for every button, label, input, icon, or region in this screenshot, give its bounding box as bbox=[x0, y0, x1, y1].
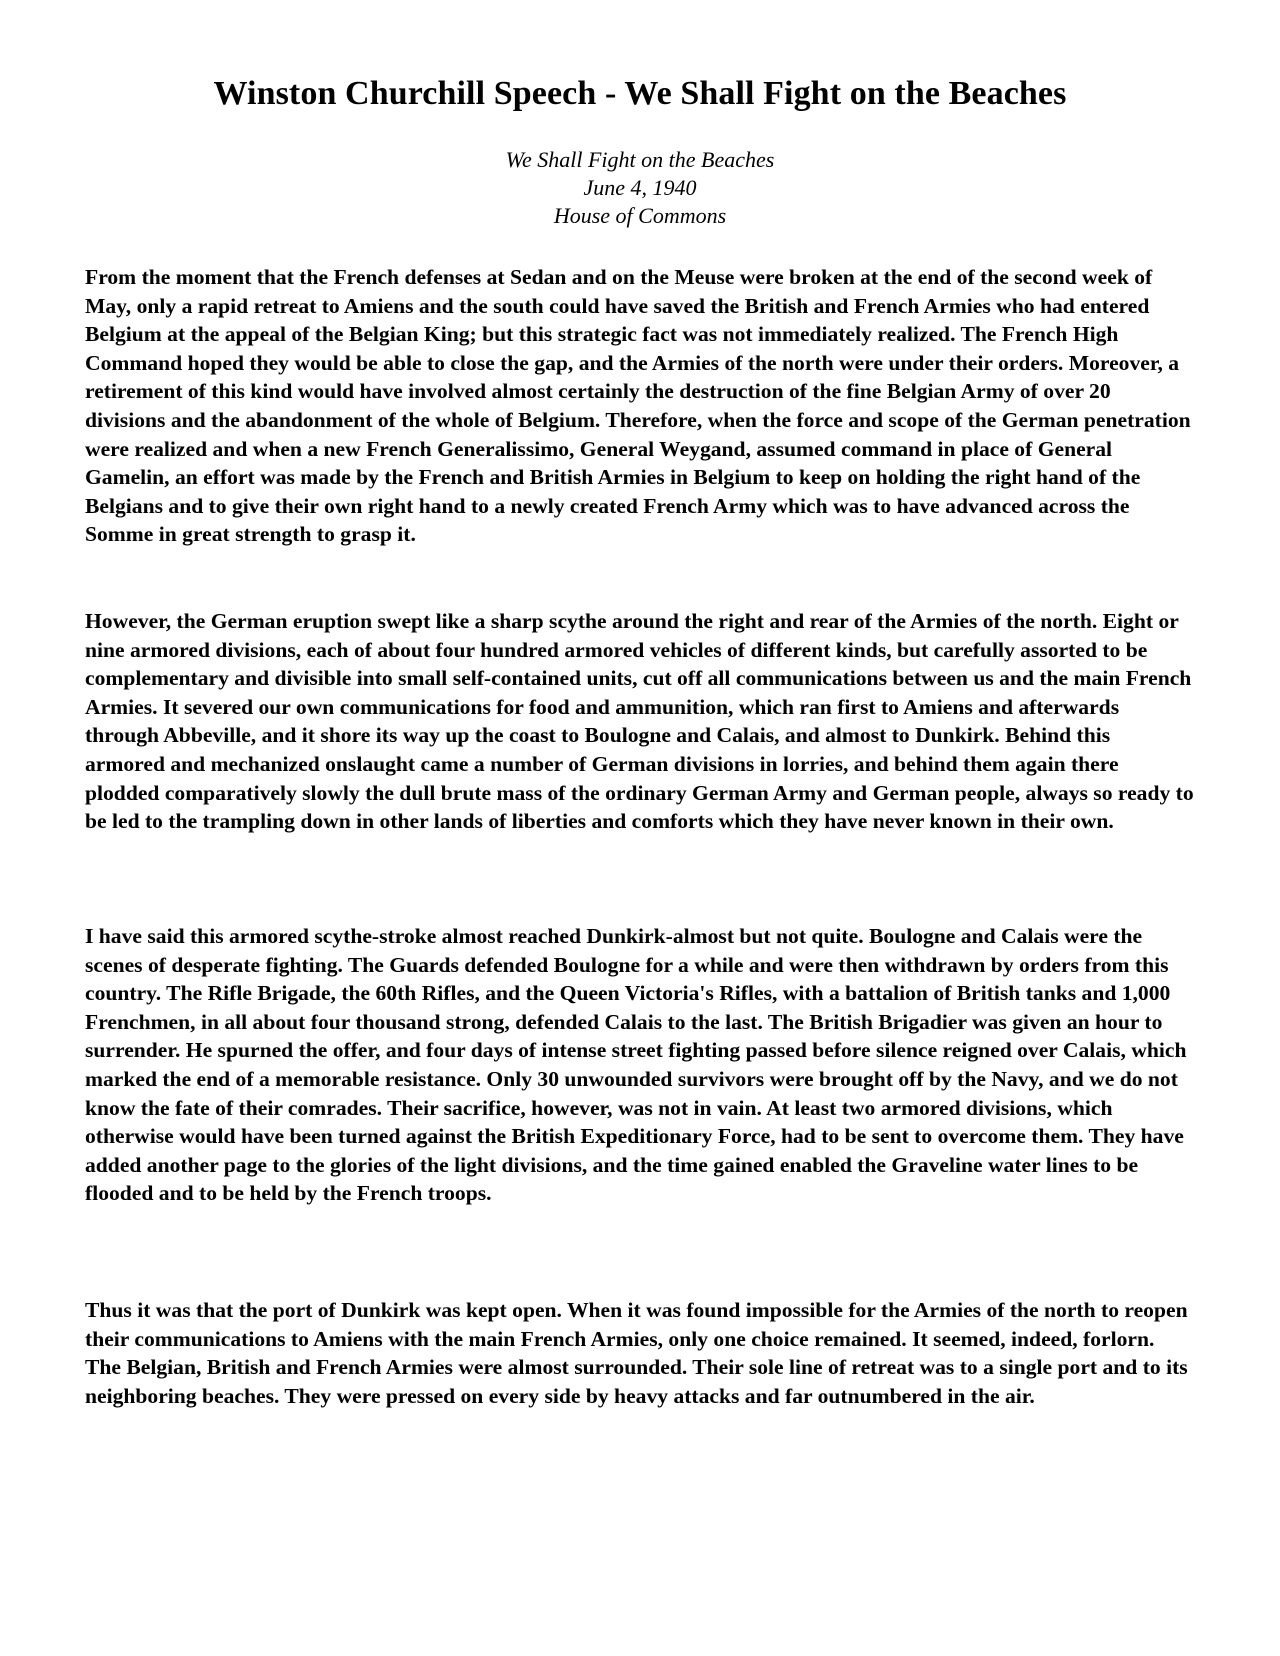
speech-date: June 4, 1940 bbox=[583, 175, 697, 200]
speech-subtitle bbox=[0, 146, 1280, 230]
paragraph: Thus it was that the port of Dunkirk was kept open. When it was found impossible for the Armies of the north to reopen their communications to Amiens with the main French Armies, only one choice remained. It seemed, indeed, forlorn. The Belgian, British and French Armies were almost surrounded. Their sole line of retreat was to a single port and to its neighboring beaches. They were pressed on every side by heavy attacks and far outnumbered in the air. bbox=[85, 1298, 1188, 1408]
paragraph: I have said this armored scythe-stroke almost reached Dunkirk-almost but not quite. Boulogne and Calais were the scenes of desperate fighting. The Guards defended Boulogne for a while and were then withdrawn by orders from this country. The Rifle Brigade, the 60th Rifles, and the Queen Victoria's Rifles, with a battalion of British tanks and 1,000 Frenchmen, in all about four thousand strong, defended Calais to the last. The British Brigadier was given an hour to surrender. He spurned the offer, and four days of intense street fighting passed before silence reigned over Calais, which marked the end of a memorable resistance. Only 30 unwounded survivors were brought off by the Navy, and we do not know the fate of their comrades. Their sacrifice, however, was not in vain. At least two armored divisions, which otherwise would have been turned against the British Expeditionary Force, had to be sent to overcome them. They have added another page to the glories of the light divisions, and the time gained enabled the Graveline water lines to be flooded and to be held by the French troops. bbox=[85, 924, 1187, 1206]
paragraph: However, the German eruption swept like a sharp scythe around the right and rear of the Armies of the north. Eight or nine armored divisions, each of about four hundred armored vehicles of different kinds, but carefully assorted to be complementary and divisible into small self-contained units, cut off all communications between us and the main French Armies. It severed our own communications for food and ammunition, which ran first to Amiens and afterwards through Abbeville, and it shore its way up the coast to Boulogne and Calais, and almost to Dunkirk. Behind this armored and mechanized onslaught came a number of German divisions in lorries, and behind them again there plodded comparatively slowly the dull brute mass of the ordinary German Army and German people, always so ready to be led to the trampling down in other lands of liberties and comforts which they have never known in their own. bbox=[85, 609, 1194, 834]
speech-venue: House of Commons bbox=[553, 203, 727, 228]
page-title: Winston Churchill Speech - We Shall Fight on the Beaches bbox=[213, 75, 1067, 112]
paragraph: From the moment that the French defenses at Sedan and on the Meuse were broken at the end of the second week of May, only a rapid retreat to Amiens and the south could have saved the British and French Armies who had entered Belgium at the appeal of the Belgian King; but this strategic fact was not immediately realized. The French High Command hoped they would be able to close the gap, and the Armies of the north were under their orders. Moreover, a retirement of this kind would have involved almost certainly the destruction of the fine Belgian Army of over 20 divisions and the abandonment of the whole of Belgium. Therefore, when the force and scope of the German penetration were realized and when a new French Generalissimo, General Weygand, assumed command in place of General Gamelin, an effort was made by the French and British Armies in Belgium to keep on holding the right hand of the Belgians and to give their own right hand to a newly created French Army which was to have advanced across the Somme in great strength to grasp it. bbox=[85, 265, 1191, 547]
speech-name: We Shall Fight on the Beaches bbox=[505, 147, 775, 172]
